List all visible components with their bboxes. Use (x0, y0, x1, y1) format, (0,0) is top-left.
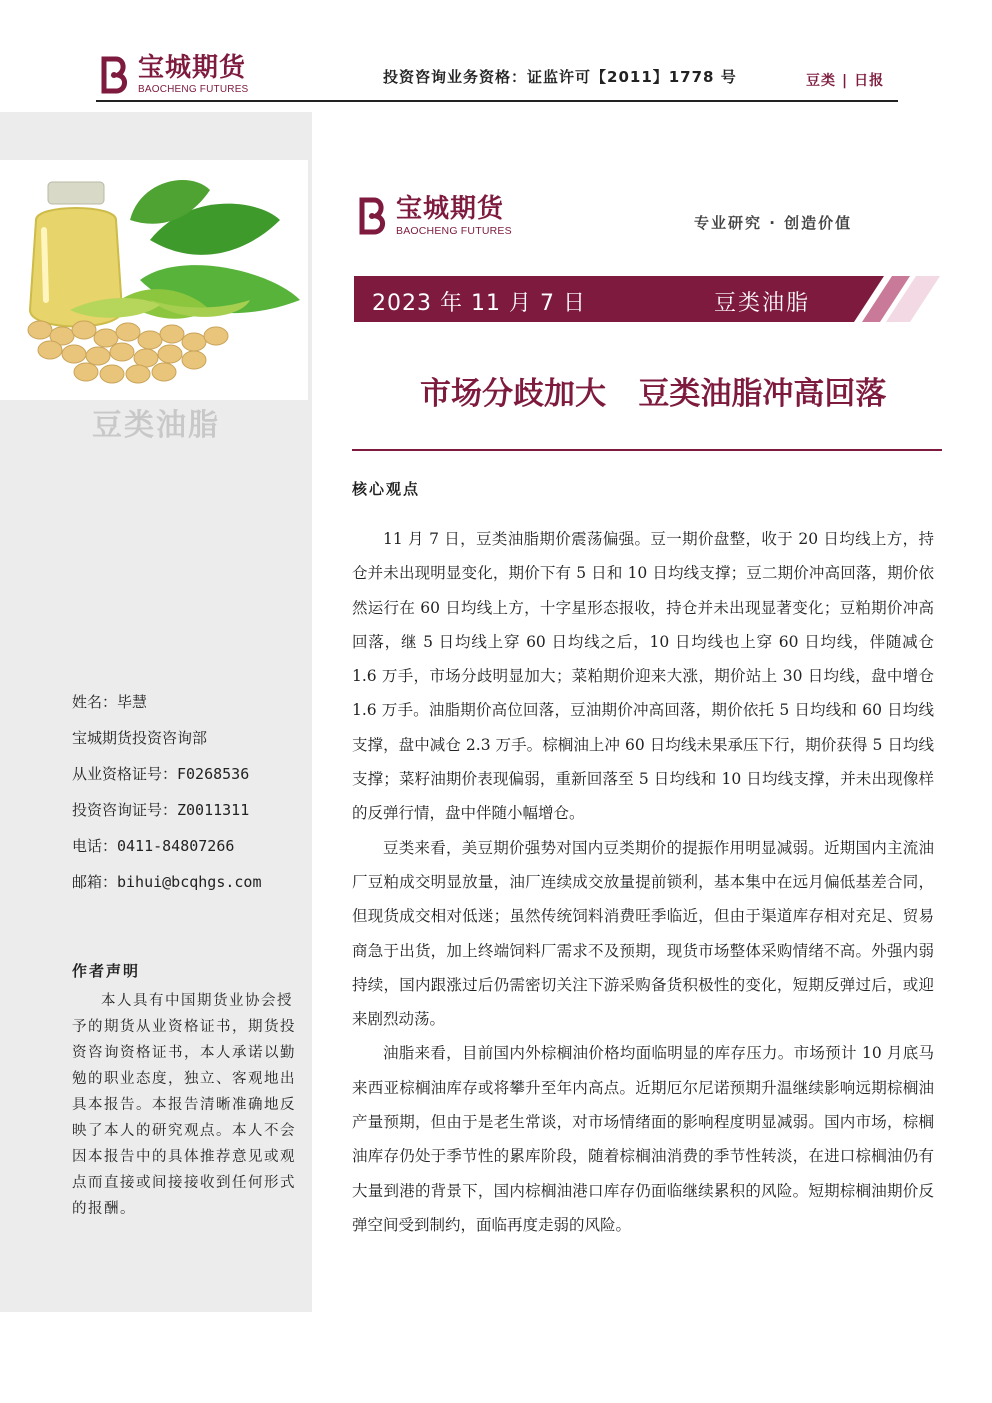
author-dept: 宝城期货投资咨询部 (72, 729, 208, 747)
logo-en-text: BAOCHENG FUTURES (138, 84, 249, 95)
sidebar-title: 豆类油脂 (92, 408, 220, 443)
page-header (0, 0, 992, 112)
logo-cn-text: 宝城期货 (138, 53, 247, 83)
slogan: 专业研究 · 创造价值 (694, 214, 853, 232)
headline: 市场分歧加大 豆类油脂冲高回落 (420, 376, 887, 412)
header-logo (98, 55, 248, 95)
banner-category: 豆类油脂 (714, 291, 811, 316)
author-info (72, 692, 262, 908)
date-banner (354, 276, 940, 322)
report-category (806, 70, 884, 90)
report-date: 2023 年 11 月 7 日 (372, 291, 586, 316)
logo-en-text: BAOCHENG FUTURES (396, 225, 512, 237)
logo-b-icon (356, 196, 390, 236)
paragraph: 豆类来看，美豆期价强势对国内豆类期价的提振作用明显减弱。近期国内主流油厂豆粕成交明显放量，油厂连续成交放量提前锁利，基本集中在远月偏低基差合同，但现货成交相对低迷；虽然传统饲料消费旺季临近，但由于渠道库存相对充足、贸易商急于出货，加上终端饲料厂需求不及预期，现货市场整体采购情绪不高。外强内弱持续，国内跟涨过后仍需密切关注下游采购备货积极性的变化，短期反弹过后，或迎来剧烈动荡。 (352, 838, 934, 1029)
sidebar (0, 112, 312, 1312)
author-email[interactable]: 邮箱：bihui@bcqhgs.com (72, 873, 262, 891)
declaration-body: 本人具有中国期货业协会授予的期货从业资格证书，期货投资咨询资格证书，本人承诺以勤勉的职业态度，独立、客观地出具本报告。本报告清晰准确地反映了本人的研究观点。本人不会因本报告中的具体推荐意见或观点而直接或间接接收到任何形式的报酬。 (72, 993, 296, 1217)
paragraph: 11 月 7 日，豆类油脂期价震荡偏强。豆一期价盘整，收于 20 日均线上方，持仓并未出现明显变化，期价下有 5 日和 10 日均线支撑；豆二期价冲高回落，期价依然运行在 60 日均线上方，十字星形态报收，持仓并未出现显著变化；豆粕期价冲高回落，继 5 日均线上穿 60 日均线之后，10 日均线也上穿 60 日均线，伴随减仓 1.6 万手，市场分歧明显加大；菜粕期价迎来大涨，期价站上 30 日均线，盘中增仓 1.6 万手。油脂期价高位回落，豆油期价冲高回落，期价依托 5 日均线和 60 日均线支撑，盘中减仓 2.3 万手。棕榈油上冲 60 日均线未果承压下行，期价获得 5 日均线支撑；菜籽油期价表现偏弱，重新回落至 5 日均线和 10 日均线支撑，并未出现像样的反弹行情，盘中伴随小幅增仓。 (352, 530, 934, 823)
body-text (352, 522, 934, 1242)
author-phone: 电话：0411-84807266 (72, 837, 235, 855)
qualification-text: 投资咨询业务资格：证监许可【2011】1778 号 (383, 68, 737, 86)
category-label: 豆类 (806, 73, 836, 89)
paragraph: 油脂来看，目前国内外棕榈油价格均面临明显的库存压力。市场预计 10 月底马来西亚棕榈油库存或将攀升至年内高点。近期厄尔尼诺预期升温继续影响远期棕榈油产量预期，但由于是老生常谈，对市场情绪面的影响程度明显减弱。国内市场，棕榈油库存仍处于季节性的累库阶段，随着棕榈油消费的季节性转淡，在进口棕榈油仍有大量到港的背景下，国内棕榈油港口库存仍面临继续累积的风险。短期棕榈油期价反弹空间受到制约，面临再度走弱的风险。 (352, 1044, 934, 1234)
soybean-oil-image (0, 160, 308, 400)
logo-b-icon (98, 55, 132, 95)
author-name: 姓名：毕慧 (72, 693, 148, 711)
author-advisory-cert: 投资咨询证号：Z0011311 (72, 801, 250, 819)
report-type-label: 日报 (854, 73, 885, 89)
header-divider (96, 100, 898, 102)
category-separator: | (842, 73, 849, 89)
author-cert: 从业资格证号：F0268536 (72, 765, 250, 783)
main-logo (356, 196, 512, 237)
logo-cn-text: 宝城期货 (396, 194, 505, 224)
section-heading: 核心观点 (352, 480, 421, 498)
declaration-title: 作者声明 (72, 962, 141, 980)
title-divider (352, 449, 942, 451)
